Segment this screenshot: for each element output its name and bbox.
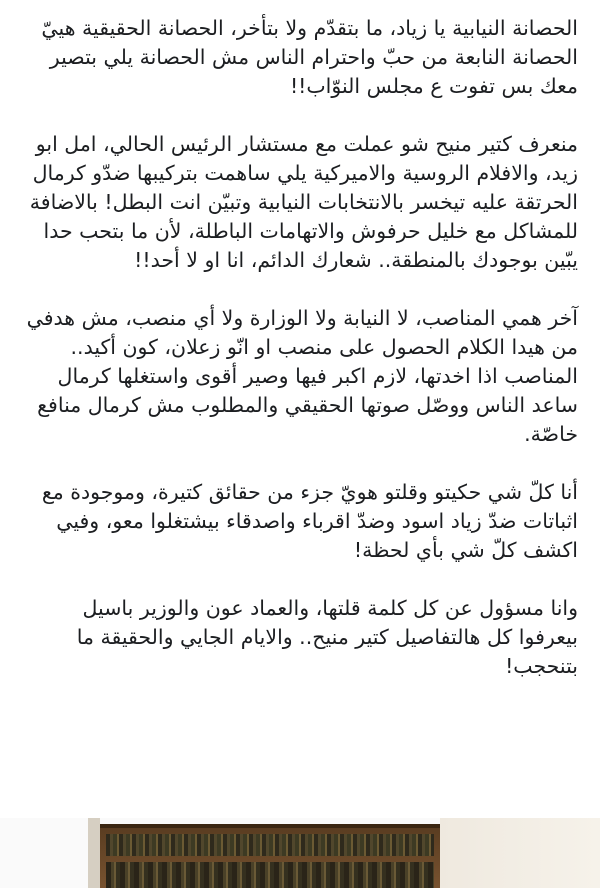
book-row-upper: [106, 834, 434, 856]
photo-doorframe: [88, 818, 100, 888]
paragraph-responsibility: وانا مسؤول عن كل كلمة قلتها، والعماد عون والوزير باسيل بيعرفوا كل هالتفاصيل كتير منيح.. والايام الجايي والحقيقة ما بتنحجب!: [76, 596, 578, 678]
book-row-lower: [106, 862, 434, 888]
paragraph-advisor: منعرف كتير منيح شو عملت مع مستشار الرئيس الحالي، امل ابو زيد، والافلام الروسية والاميركية يلي ساهمت بتركيبها ضدّو كرمال الحرتقة عليه تيخسر بالانتخابات النيابية وتبيّن انت البطل! بالاضافة للمشاكل مع خليل حرفوش والاتهامات الباطلة، لأن ما بتحب حدا يبّين بوجودك بالمنطقة.. شعارك الدائم، انا او لا أحد!!: [29, 132, 578, 272]
paragraph-immunity: الحصانة النيابية يا زياد، ما بتقدّم ولا بتأخر، الحصانة الحقيقية هييّ الحصانة النابعة من حبّ واحترام الناس مش الحصانة يلي بتصير معك بس تفوت ع مجلس النوّاب!!: [41, 16, 578, 98]
post-text: [26, 14, 578, 710]
bookshelf-icon: [100, 824, 440, 888]
post-photo[interactable]: [0, 818, 600, 888]
photo-wall: [440, 818, 600, 888]
paragraph-evidence: أنا كلّ شي حكيتو وقلتو هويّ جزء من حقائق كتيرة، وموجودة مع اثباتات ضدّ زياد اسود وضدّ اقرباء واصدقاء بيشتغلوا معو، وفيي اكشف كلّ شي بأي لحظة!: [41, 480, 578, 562]
paragraph-positions: آخر همي المناصب، لا النيابة ولا الوزارة ولا أي منصب، مش هدفي من هيدا الكلام الحصول على منصب او انّو زعلان، كون أكيد.. المناصب اذا اخدتها، لازم اكبر فيها وصير أقوى واستغلها كرمال ساعد الناس ووصّل صوتها الحقيقي والمطلوب مش كرمال منافع خاصّة.: [26, 306, 578, 446]
